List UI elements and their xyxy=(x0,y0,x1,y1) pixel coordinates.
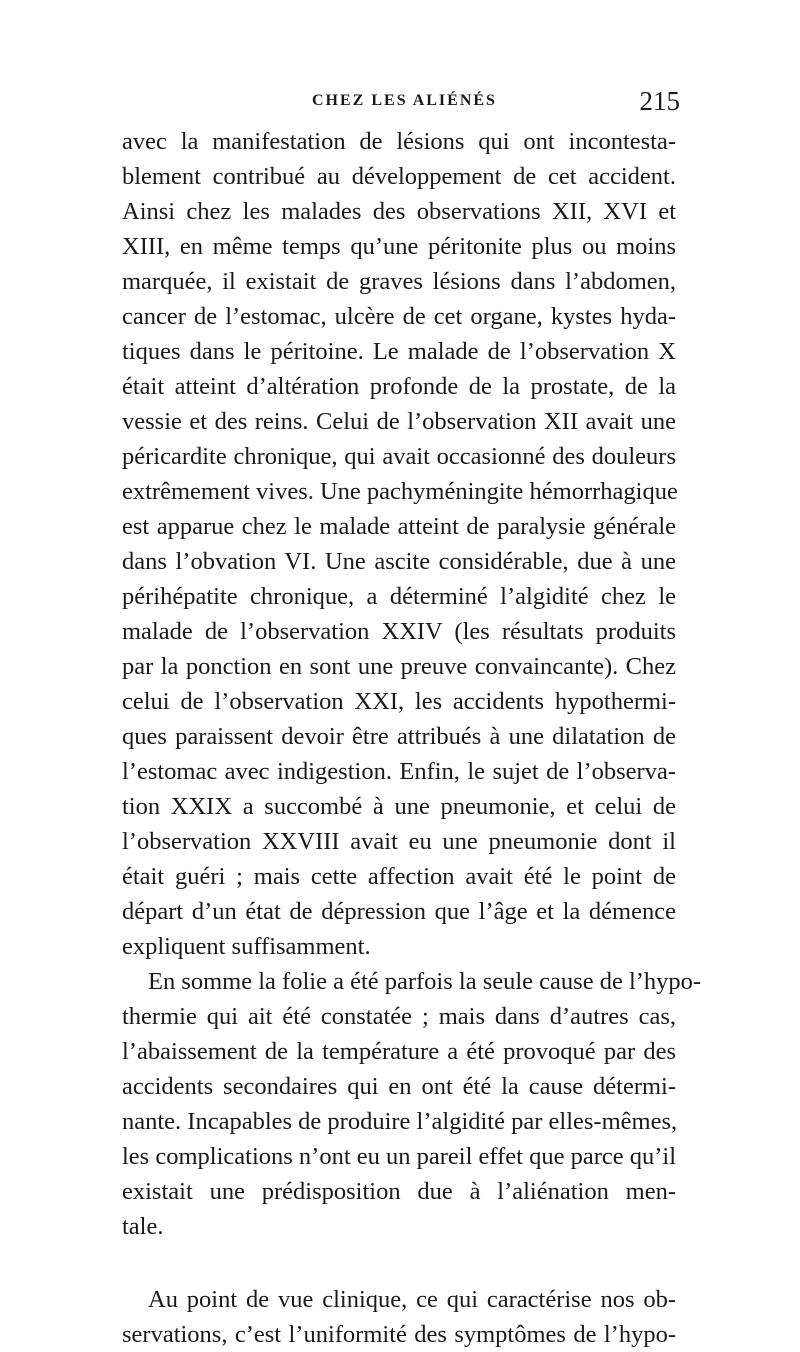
paragraph-spacer xyxy=(122,1244,676,1282)
text-line: tion XXIX a succombé à une pneumonie, et celui de xyxy=(122,793,676,820)
running-title: CHEZ LES ALIÉNÉS xyxy=(312,92,497,109)
text-line: l’abaissement de la température a été provoqué par des xyxy=(122,1038,676,1065)
text-line: thermie qui ait été constatée ; mais dans d’autres cas, xyxy=(122,1003,676,1030)
text-line: est apparue chez le malade atteint de paralysie générale xyxy=(122,513,676,540)
text-line: nante. Incapables de produire l’algidité par elles-mêmes, xyxy=(122,1108,678,1135)
text-line: servations, c’est l’uniformité des symptômes de l’hypo- xyxy=(122,1321,676,1348)
text-line: les complications n’ont eu un pareil effet que parce qu’il xyxy=(122,1143,677,1170)
text-line: Ainsi chez les malades des observations XII, XVI et xyxy=(122,198,676,225)
text-line: péricardite chronique, qui avait occasionné des douleurs xyxy=(122,443,676,470)
text-line: marquée, il existait de graves lésions dans l’abdomen, xyxy=(122,268,676,295)
body-text xyxy=(122,124,702,1352)
text-line: tiques dans le péritoine. Le malade de l’observation X xyxy=(122,338,676,365)
text-line: vessie et des reins. Celui de l’observation XII avait une xyxy=(122,408,676,435)
text-line: Au point de vue clinique, ce qui caractérise nos ob- xyxy=(148,1286,676,1313)
text-line: extrêmement vives. Une pachyméningite hémorrhagique xyxy=(122,478,678,505)
text-line: expliquent suffisamment. xyxy=(122,933,371,960)
text-line: blement contribué au développement de cet accident. xyxy=(122,163,676,190)
text-line: En somme la folie a été parfois la seule cause de l’hypo- xyxy=(148,968,702,995)
running-head xyxy=(122,86,680,120)
paragraph-3 xyxy=(122,1282,676,1352)
text-line: départ d’un état de dépression que l’âge et la démence xyxy=(122,898,676,925)
text-line: l’observation XXVIII avait eu une pneumonie dont il xyxy=(122,828,676,855)
text-line: celui de l’observation XXI, les accidents hypothermi- xyxy=(122,688,676,715)
text-line: était atteint d’altération profonde de la prostate, de la xyxy=(122,373,676,400)
paragraph-2 xyxy=(122,964,702,1244)
text-line: avec la manifestation de lésions qui ont incontesta- xyxy=(122,128,676,155)
text-line: cancer de l’estomac, ulcère de cet organe, kystes hyda- xyxy=(122,303,676,330)
text-line: périhépatite chronique, a déterminé l’algidité chez le xyxy=(122,583,676,610)
text-line: dans l’obvation VI. Une ascite considérable, due à une xyxy=(122,548,676,575)
text-line: par la ponction en sont une preuve convaincante). Chez xyxy=(122,653,676,680)
text-line: ques paraissent devoir être attribués à une dilatation de xyxy=(122,723,676,750)
text-line: tale. xyxy=(122,1213,164,1240)
text-line: existait une prédisposition due à l’aliénation men- xyxy=(122,1178,676,1205)
text-line: accidents secondaires qui en ont été la cause détermi- xyxy=(122,1073,676,1100)
text-line: XIII, en même temps qu’une péritonite plus ou moins xyxy=(122,233,676,260)
page-number: 215 xyxy=(639,86,680,116)
paragraph-1 xyxy=(122,124,676,964)
text-line: malade de l’observation XXIV (les résultats produits xyxy=(122,618,676,645)
text-line: était guéri ; mais cette affection avait été le point de xyxy=(122,863,676,890)
text-line: l’estomac avec indigestion. Enfin, le sujet de l’observa- xyxy=(122,758,676,785)
